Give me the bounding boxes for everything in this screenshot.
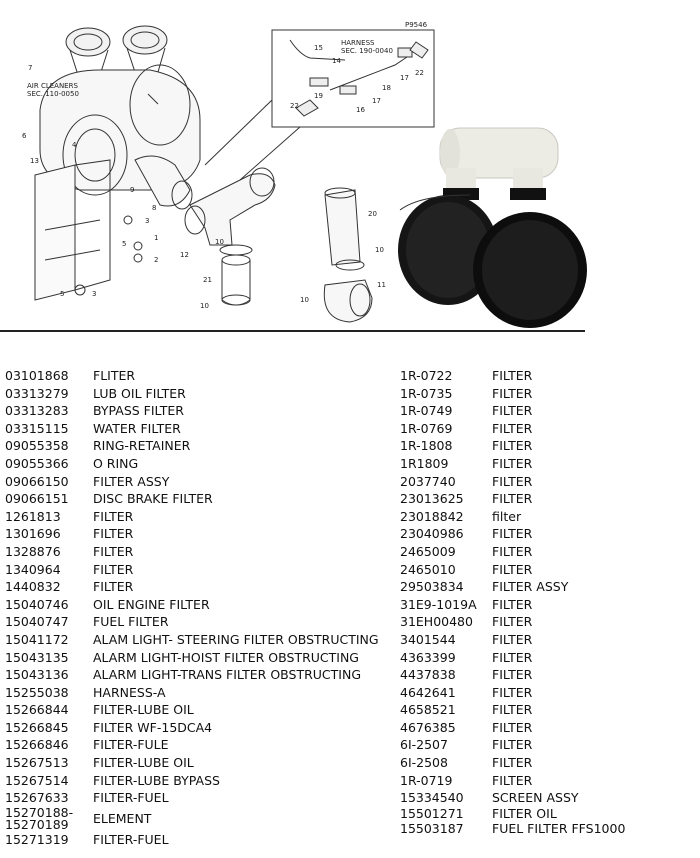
callout-2: 2 bbox=[154, 256, 159, 264]
part-number: 15041172 bbox=[5, 631, 69, 647]
part-description: FILTER bbox=[492, 473, 533, 489]
part-number: 31EH00480 bbox=[400, 614, 473, 630]
air-cleaners-note-sec: SEC. 110-0050 bbox=[27, 90, 79, 98]
part-description: FLITER bbox=[93, 368, 136, 383]
air-cleaners-note: AIR CLEANERS bbox=[27, 82, 78, 90]
part-description: FUEL FILTER bbox=[93, 614, 169, 630]
part-number: 3401544 bbox=[400, 631, 456, 647]
part-description: FILTER-FULE bbox=[93, 737, 169, 753]
part-description: FILTER bbox=[492, 543, 533, 559]
part-description: FILTER bbox=[93, 508, 134, 524]
part-description: BYPASS FILTER bbox=[93, 403, 184, 419]
part-number: 1R-0719 bbox=[400, 772, 453, 788]
part-number: 15503187 bbox=[400, 820, 464, 836]
part-description: FILTER OIL bbox=[492, 805, 557, 821]
part-number: 15501271 bbox=[400, 805, 464, 821]
part-description: FILTER-LUBE BYPASS bbox=[93, 772, 220, 788]
callout-9: 9 bbox=[130, 186, 135, 194]
callout-5: 5 bbox=[122, 240, 127, 248]
part-description: ALAM LIGHT- STEERING FILTER OBSTRUCTING bbox=[93, 631, 379, 647]
part-description: FILTER bbox=[93, 526, 134, 542]
part-number: 1328876 bbox=[5, 543, 61, 559]
air-cleaner-assembly-drawing bbox=[35, 26, 434, 322]
part-description: FILTER bbox=[492, 631, 533, 647]
part-number: 15043135 bbox=[5, 649, 69, 665]
part-number: 6I-2507 bbox=[400, 737, 448, 753]
part-number: 4658521 bbox=[400, 702, 456, 718]
part-number: 31E9-1019A bbox=[400, 596, 477, 612]
part-description: FILTER bbox=[492, 368, 533, 383]
part-number: 4363399 bbox=[400, 649, 456, 665]
callout-10: 10 bbox=[215, 238, 224, 246]
part-number: 1R-0769 bbox=[400, 420, 453, 436]
callout-8: 8 bbox=[152, 204, 157, 212]
part-description: O RING bbox=[93, 455, 139, 471]
part-number: 23013625 bbox=[400, 491, 464, 507]
part-number: 29503834 bbox=[400, 579, 464, 595]
part-number: 15267514 bbox=[5, 772, 69, 788]
part-description: FILTER bbox=[492, 596, 533, 612]
harness-note: HARNESS bbox=[341, 39, 375, 47]
part-description: WATER FILTER bbox=[93, 420, 181, 436]
part-description: ELEMENT bbox=[93, 810, 152, 826]
part-description: ALARM LIGHT-HOIST FILTER OBSTRUCTING bbox=[93, 649, 359, 665]
part-number: 1301696 bbox=[5, 526, 61, 542]
callout-10b: 10 bbox=[200, 302, 209, 310]
part-description: FILTER-LUBE OIL bbox=[93, 755, 194, 771]
part-number: 23040986 bbox=[400, 526, 464, 542]
part-number: 09066151 bbox=[5, 491, 69, 507]
part-description: FILTER bbox=[492, 403, 533, 419]
part-number: 23018842 bbox=[400, 508, 464, 524]
part-description: LUB OIL FILTER bbox=[93, 385, 186, 401]
part-number: 1261813 bbox=[5, 508, 61, 524]
part-description: FILTER bbox=[492, 649, 533, 665]
part-number: 1R-0735 bbox=[400, 385, 453, 401]
part-description: FILTER bbox=[492, 438, 533, 454]
part-number: 1R-0722 bbox=[400, 368, 453, 383]
part-number: 15255038 bbox=[5, 684, 69, 700]
callout-6: 6 bbox=[22, 132, 27, 140]
callout-11: 11 bbox=[377, 281, 386, 289]
part-number: 6I-2508 bbox=[400, 755, 448, 771]
part-number: 1R-1808 bbox=[400, 438, 453, 454]
callout-14: 14 bbox=[332, 57, 341, 65]
part-number: 09055366 bbox=[5, 455, 69, 471]
part-description: FUEL FILTER FFS1000 bbox=[492, 820, 626, 836]
part-number-line2: 15270189 bbox=[5, 816, 69, 832]
part-description: FILTER bbox=[492, 491, 533, 507]
part-number: 1R1809 bbox=[400, 455, 449, 471]
part-description: FILTER bbox=[492, 561, 533, 577]
part-description: FILTER bbox=[492, 684, 533, 700]
part-number: 15270188- bbox=[5, 804, 74, 820]
part-description: RING-RETAINER bbox=[93, 438, 191, 454]
callout-10d: 10 bbox=[300, 296, 309, 304]
callout-5b: 5 bbox=[60, 290, 65, 298]
callout-7: 7 bbox=[28, 64, 33, 72]
callout-17: 17 bbox=[372, 97, 381, 105]
callout-1: 1 bbox=[154, 234, 159, 242]
part-number: 15266844 bbox=[5, 702, 69, 718]
part-description: FILTER bbox=[492, 755, 533, 771]
callout-22: 22 bbox=[290, 102, 299, 110]
part-description: FILTER bbox=[492, 667, 533, 683]
part-number: 15334540 bbox=[400, 790, 464, 806]
part-number: 03315115 bbox=[5, 420, 69, 436]
part-number: 1340964 bbox=[5, 561, 61, 577]
part-number: 15040747 bbox=[5, 614, 69, 630]
part-number: 03313279 bbox=[5, 385, 69, 401]
part-description: FILTER bbox=[492, 420, 533, 436]
callout-13: 13 bbox=[30, 157, 39, 165]
part-description: filter bbox=[492, 508, 522, 524]
part-description: FILTER bbox=[93, 579, 134, 595]
part-description: ALARM LIGHT-TRANS FILTER OBSTRUCTING bbox=[93, 667, 362, 683]
part-number: 1440832 bbox=[5, 579, 61, 595]
part-number: 2465009 bbox=[400, 543, 456, 559]
part-description: FILTER bbox=[492, 455, 533, 471]
callout-10c: 10 bbox=[375, 246, 384, 254]
callout-18: 18 bbox=[382, 84, 391, 92]
part-number: 15267633 bbox=[5, 790, 69, 806]
part-number: 1R-0749 bbox=[400, 403, 453, 419]
part-number: 2037740 bbox=[400, 473, 456, 489]
part-number: 15043136 bbox=[5, 667, 69, 683]
part-number: 4676385 bbox=[400, 719, 456, 735]
part-description: FILTER bbox=[93, 561, 134, 577]
part-description: FILTER bbox=[492, 526, 533, 542]
part-description: FILTER WF-15DCA4 bbox=[93, 719, 213, 735]
part-number: 15271319 bbox=[5, 831, 69, 847]
part-description: FILTER bbox=[492, 719, 533, 735]
callout-22b: 22 bbox=[415, 69, 424, 77]
part-description: FILTER ASSY bbox=[492, 579, 569, 595]
part-description: FILTER-FUEL bbox=[93, 831, 169, 847]
part-number: 2465010 bbox=[400, 561, 456, 577]
part-number: 03313283 bbox=[5, 403, 69, 419]
callout-4: 4 bbox=[72, 141, 77, 149]
callout-12: 12 bbox=[180, 251, 189, 259]
part-description: FILTER bbox=[492, 702, 533, 718]
callout-21: 21 bbox=[203, 276, 212, 284]
part-description: FILTER bbox=[492, 385, 533, 401]
part-description: FILTER bbox=[93, 543, 134, 559]
callout-20: 20 bbox=[368, 210, 377, 218]
air-filter-photo bbox=[398, 128, 587, 328]
callout-3: 3 bbox=[145, 217, 150, 225]
callout-3b: 3 bbox=[92, 290, 97, 298]
part-number: 15266845 bbox=[5, 719, 69, 735]
part-number: 4437838 bbox=[400, 667, 456, 683]
part-number: 09066150 bbox=[5, 473, 69, 489]
harness-note-sec: SEC. 190-0040 bbox=[341, 47, 393, 55]
part-description: FILTER bbox=[492, 737, 533, 753]
part-number: 09055358 bbox=[5, 438, 69, 454]
part-description: SCREEN ASSY bbox=[492, 790, 579, 806]
part-description: HARNESS-A bbox=[93, 684, 166, 700]
part-number: 4642641 bbox=[400, 684, 456, 700]
callout-15: 15 bbox=[314, 44, 323, 52]
part-description: FILTER ASSY bbox=[93, 473, 170, 489]
part-description: FILTER bbox=[492, 614, 533, 630]
part-description: FILTER-LUBE OIL bbox=[93, 702, 194, 718]
part-number: 15266846 bbox=[5, 737, 69, 753]
part-description: FILTER-FUEL bbox=[93, 790, 169, 806]
part-description: DISC BRAKE FILTER bbox=[93, 491, 213, 507]
callout-16: 16 bbox=[356, 106, 365, 114]
section-divider bbox=[0, 330, 585, 332]
callout-19: 19 bbox=[314, 92, 323, 100]
part-number: 03101868 bbox=[5, 368, 69, 383]
diagram-ref-code: P9546 bbox=[405, 21, 428, 29]
part-description: FILTER bbox=[492, 772, 533, 788]
part-number: 15040746 bbox=[5, 596, 69, 612]
part-number: 15267513 bbox=[5, 755, 69, 771]
part-description: OIL ENGINE FILTER bbox=[93, 596, 210, 612]
parts-diagram bbox=[0, 0, 700, 335]
callout-17b: 17 bbox=[400, 74, 409, 82]
